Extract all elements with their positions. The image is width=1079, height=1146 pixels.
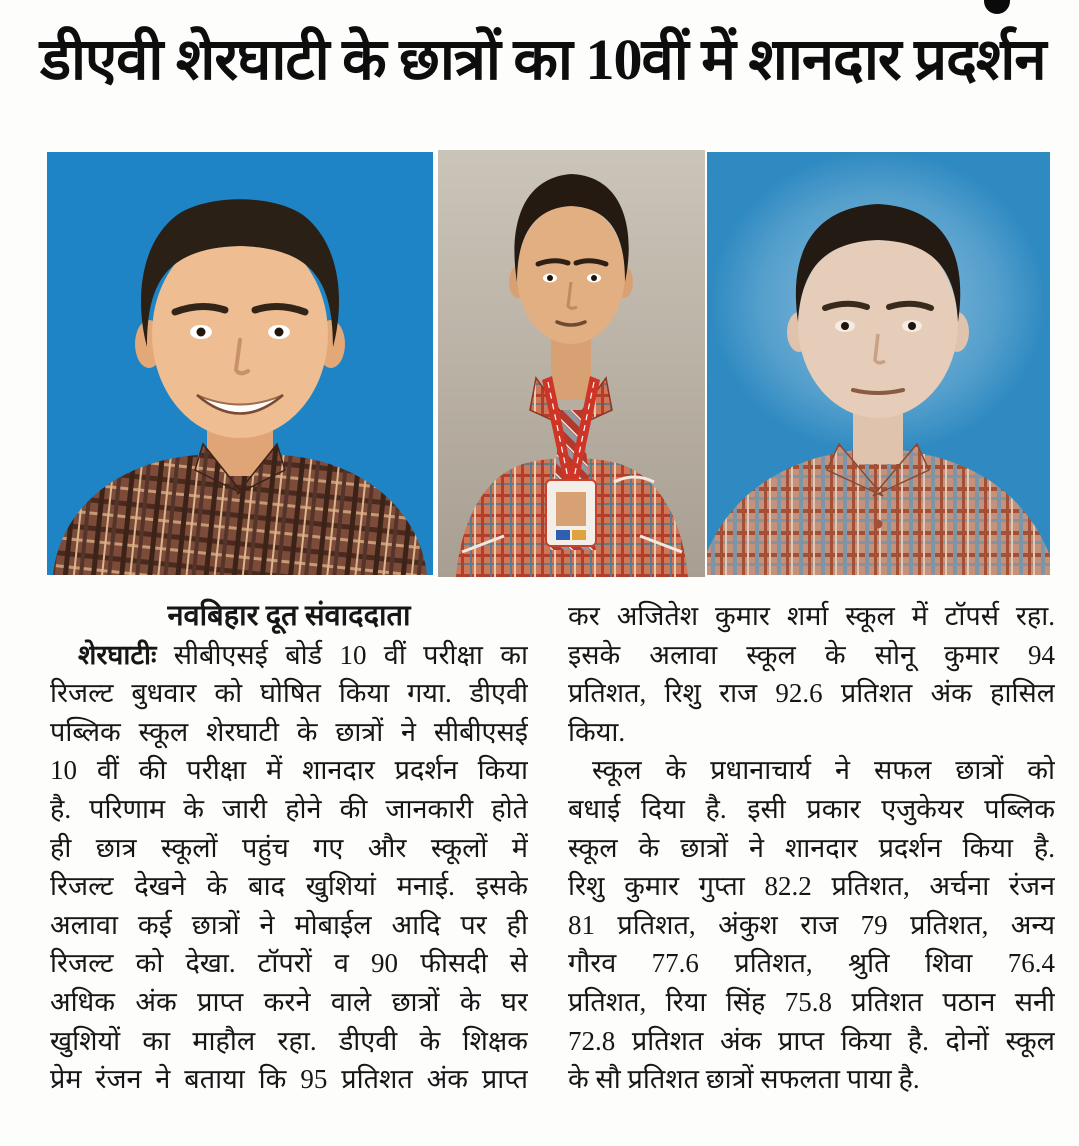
article-line: बधाई दिया है. इसी प्रकार एजुकेयर पब्लिक — [568, 793, 1055, 824]
photo2-face — [517, 204, 625, 344]
student-portrait-2-graphic — [438, 150, 705, 577]
article-line: रिजल्ट देखने के बाद खुशियां मनाई. इसके — [50, 871, 528, 902]
student-photo-3 — [707, 152, 1050, 575]
article-line: ही छात्र स्कूलों पहुंच गए और स्कूलों में — [50, 832, 528, 863]
article-line: रिशु कुमार गुप्ता 82.2 प्रतिशत, अर्चना रंजन — [568, 871, 1055, 902]
article-line: प्रतिशत, रिया सिंह 75.8 प्रतिशत पठान सनी — [568, 986, 1055, 1017]
photo2-neck — [551, 338, 591, 400]
article-line: खुशियों का माहौल रहा. डीएवी के शिक्षक — [50, 1025, 528, 1056]
article-line: गौरव 77.6 प्रतिशत, श्रुति शिवा 76.4 — [568, 948, 1055, 979]
student-portrait-3-graphic — [707, 152, 1050, 575]
article-line: 81 प्रतिशत, अंकुश राज 79 प्रतिशत, अन्य — [568, 909, 1055, 940]
article-line: 10 वीं की परीक्षा में शानदार प्रदर्शन किया — [50, 755, 528, 786]
article-line: रिजल्ट को देखा. टॉपरों व 90 फीसदी से — [50, 948, 528, 979]
article-line: किया. — [568, 716, 626, 747]
article-column-right — [568, 597, 1055, 1099]
article-line: पब्लिक स्कूल शेरघाटी के छात्रों ने सीबीएसई — [50, 716, 528, 747]
student-portrait-1-graphic — [47, 152, 433, 575]
article-line: स्कूल के प्रधानाचार्य ने सफल छात्रों को — [592, 755, 1055, 786]
student-photo-1 — [47, 152, 433, 575]
article-line: प्रतिशत, रिशु राज 92.6 प्रतिशत अंक हासिल — [568, 678, 1055, 709]
article-line: है. परिणाम के जारी होने की जानकारी होते — [50, 793, 528, 824]
byline: नवबिहार दूत संवाददाता — [167, 600, 411, 632]
article-column-left — [50, 597, 528, 1099]
student-photo-2 — [438, 150, 705, 577]
dateline: शेरघाटीः — [78, 639, 157, 670]
article-line: प्रेम रंजन ने बताया कि 95 प्रतिशत अंक प्राप्त — [50, 1064, 528, 1095]
article-line: रिजल्ट बुधवार को घोषित किया गया. डीएवी — [50, 678, 528, 709]
article-line: के सौ प्रतिशत छात्रों सफलता पाया है. — [568, 1064, 920, 1095]
article-headline: डीएवी शेरघाटी के छात्रों का 10वीं में शानदार प्रदर्शन — [40, 27, 1046, 92]
article-line: अलावा कई छात्रों ने मोबाईल आदि पर ही — [50, 909, 528, 940]
article-line: 72.8 प्रतिशत अंक प्राप्त किया है. दोनों स्कूल — [568, 1025, 1055, 1056]
article-line: स्कूल के छात्रों ने शानदार प्रदर्शन किया है. — [568, 832, 1055, 863]
article-line: कर अजितेश कुमार शर्मा स्कूल में टॉपर्स रहा. — [568, 601, 1055, 631]
article-line: इसके अलावा स्कूल के सोनू कुमार 94 — [568, 639, 1055, 670]
article-line: अधिक अंक प्राप्त करने वाले छात्रों के घर — [50, 986, 528, 1017]
article-line: शेरघाटीः सीबीएसई बोर्ड 10 वीं परीक्षा का — [78, 639, 528, 670]
